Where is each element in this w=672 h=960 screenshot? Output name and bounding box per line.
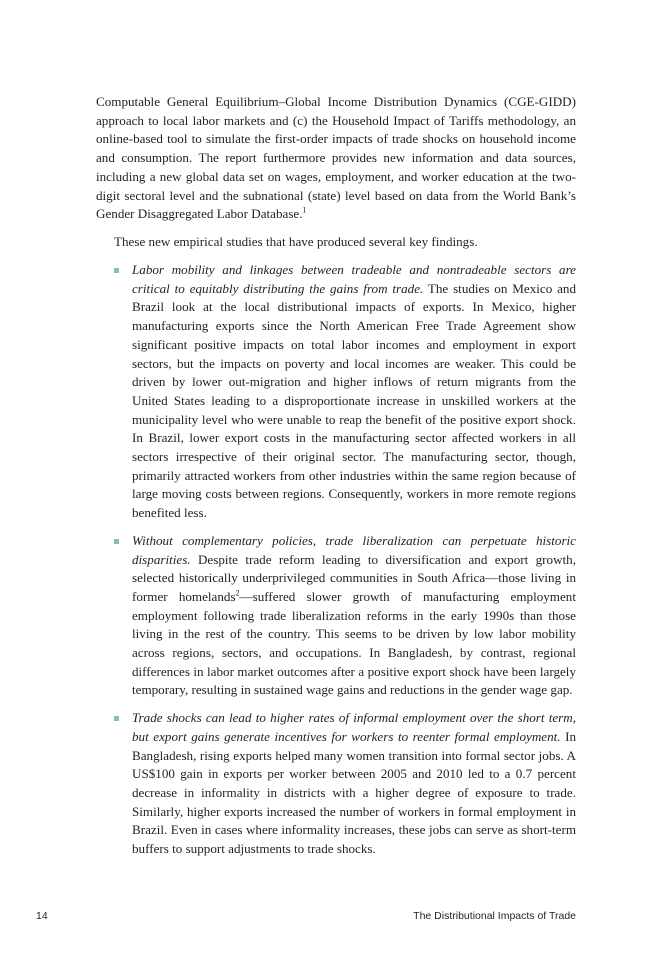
intro-paragraph (96, 93, 576, 224)
findings-lead-paragraph: These new empirical studies that have produced several key findings. (114, 234, 478, 249)
finding-text: The studies on Mexico and Brazil look at the local distributional impacts of exports. In Mexico, higher manufacturing exports since the North American Free Trade Agreement show significant positive impacts on total labor incomes and employment in export sectors, but the impacts on poverty and local incomes are weaker. This could be driven by lower out-migration and higher inflows of return migrants from the United States leading to a disproportionate increase in unskilled workers at the municipality level who were unable to reap the benefit of the positive export shock. In Brazil, lower export costs in the manufacturing sector affected workers in all sectors irrespective of their original sector. The manufacturing sector, though, primarily attracted workers from other industries within the same region because of large moving costs between regions. Consequently, workers in more remote regions benefited less. (132, 280, 576, 521)
list-item (114, 532, 576, 700)
intro-text: Computable General Equilibrium–Global Income Distribution Dynamics (CGE-GIDD) approach to local labor markets and (c) the Household Impact of Tariffs methodology, an online-based tool to simulate the first-order impacts of trade shocks on household income and consumption. The report furthermore provides new information and data sources, including a new global data set on wages, employment, and worker education at the two-digit sectoral level and the subnational (state) level based on data from the World Bank’s Gender Disaggregated Labor Database. (96, 94, 576, 222)
running-title: The Distributional Impacts of Trade (413, 910, 576, 922)
square-bullet-icon (114, 539, 119, 544)
list-item (114, 261, 576, 523)
list-item (114, 709, 576, 859)
square-bullet-icon (114, 716, 119, 721)
footnote-marker-2[interactable]: 2 (235, 588, 240, 598)
finding-text-continued: —suffered slower growth of manufacturing employment employment following trade liberalization reforms in the early 1990s than those living in the rest of the country. This seems to be driven by low labor mobility across regions, sectors, and occupations. In Bangladesh, by contrast, regional differences in labor market outcomes after a positive export shock have been largely temporary, resulting in sustained wage gains and reductions in the gender wage gap. (132, 588, 576, 698)
footnote-marker-1[interactable]: 1 (302, 205, 307, 215)
finding-heading: Without complementary policies, trade liberalization can perpetuate historic disparities. (132, 532, 576, 567)
finding-text: In Bangladesh, rising exports helped many women transition into formal sector jobs. A US$100 gain in exports per worker between 2005 and 2010 led to a 0.7 percent decrease in informality in districts with a higher degree of exposure to trade. Similarly, higher exports increased the number of workers in formal employment in Brazil. Even in cases where informality increases, these jobs can serve as short-term buffers to support adjustments to trade shocks. (132, 728, 576, 857)
finding-heading: Trade shocks can lead to higher rates of informal employment over the short term, but export gains generate incentives for workers to reenter formal employment. (132, 710, 576, 744)
finding-heading: Labor mobility and linkages between tradeable and nontradeable sectors are critical to equitably distributing the gains from trade. (132, 262, 576, 296)
square-bullet-icon (114, 268, 119, 273)
findings-list (114, 261, 576, 868)
page-number: 14 (36, 910, 48, 922)
finding-text: Despite trade reform leading to diversification and export growth, selected historically underprivileged communities in South Africa—those living in former homelands (132, 551, 576, 604)
